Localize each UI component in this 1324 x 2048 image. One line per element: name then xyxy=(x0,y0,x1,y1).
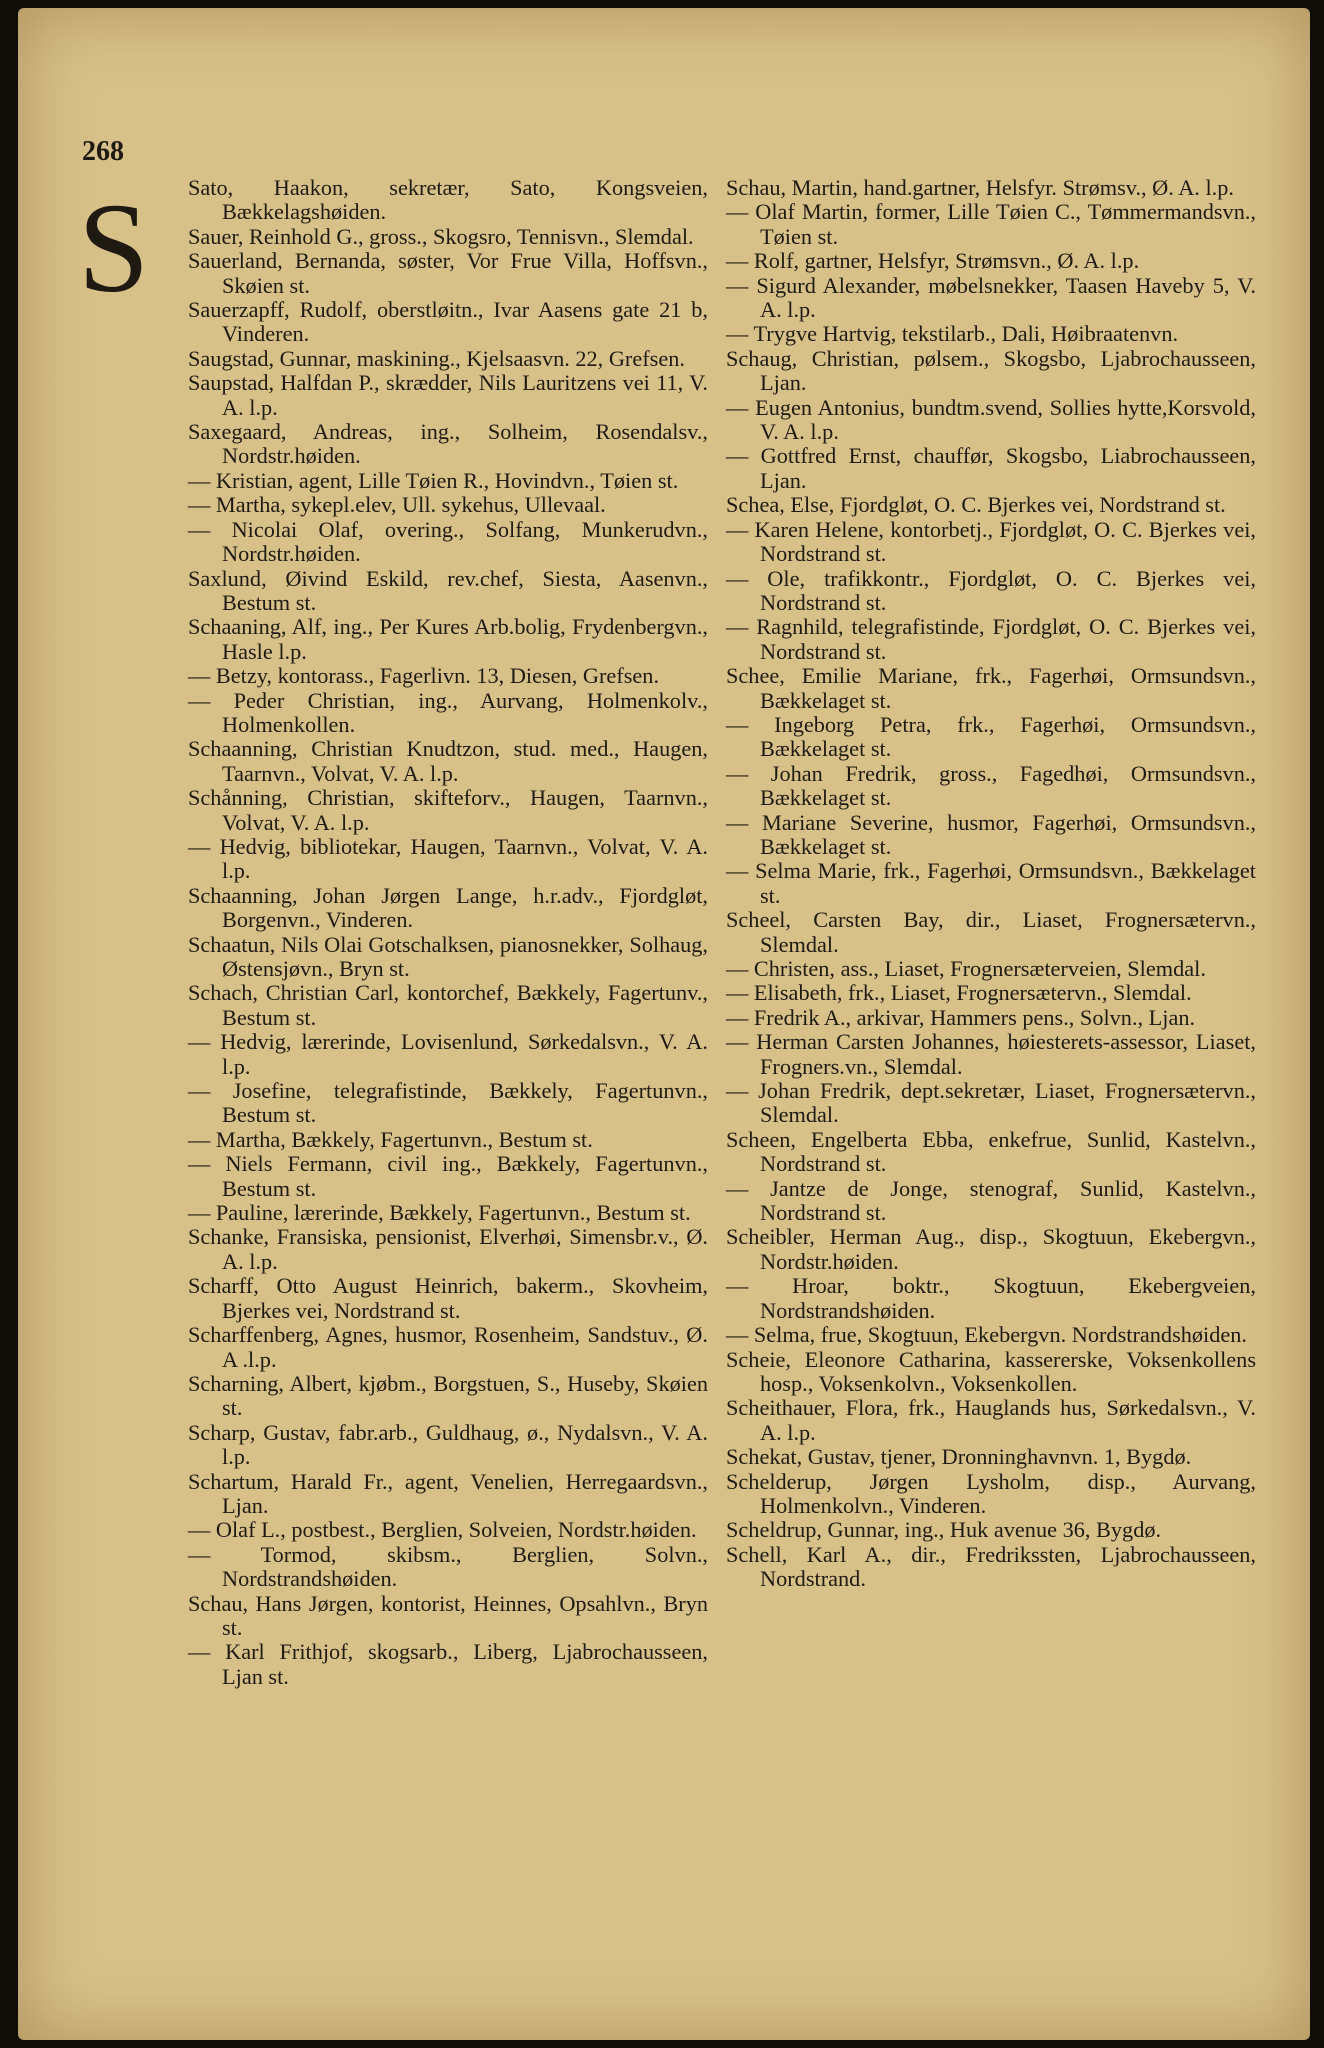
directory-entry: — Pauline, lærerinde, Bækkely, Fagertunvn., Bestum st. xyxy=(188,1200,691,1226)
directory-entry: — Niels Fermann, civil ing., Bækkely, Fagertunvn., Bestum st. xyxy=(188,1151,708,1201)
directory-entry: Sauer, Reinhold G., gross., Skogsro, Tennisvn., Slemdal. xyxy=(188,223,694,249)
directory-entry: — Elisabeth, frk., Liaset, Frognersætervn., Slemdal. xyxy=(726,980,1192,1006)
directory-entry: Sauerzapff, Rudolf, oberstløitn., Ivar Aasens gate 21 b, Vinderen. xyxy=(188,297,708,347)
directory-entry: Sato, Haakon, sekretær, Sato, Kongsveien, Bækkelagshøiden. xyxy=(188,175,708,225)
directory-entry: — Nicolai Olaf, overing., Solfang, Munkerudvn., Nordstr.høiden. xyxy=(188,516,708,567)
directory-entry: Saugstad, Gunnar, maskining., Kjelsaasvn. 22, Grefsen. xyxy=(188,345,685,371)
directory-entry: Schee, Emilie Mariane, frk., Fagerhøi, Ormsundsvn., Bækkelaget st. xyxy=(726,663,1256,713)
directory-entry: Scharffenberg, Agnes, husmor, Rosenheim, Sandstuv., Ø. A .l.p. xyxy=(188,1322,708,1372)
directory-entry: — Josefine, telegrafistinde, Bækkely, Fagertunvn., Bestum st. xyxy=(188,1078,708,1128)
directory-entry: Scheldrup, Gunnar, ing., Huk avenue 36, Bygdø. xyxy=(726,1517,1162,1543)
directory-entry: Scheie, Eleonore Catharina, kassererske, Voksenkollens hosp., Voksenkolvn., Voksenkollen. xyxy=(726,1346,1256,1396)
directory-entry: Schaaning, Alf, ing., Per Kures Arb.bolig, Frydenbergvn., Hasle l.p. xyxy=(188,614,708,664)
directory-entry: Schach, Christian Carl, kontorchef, Bækkely, Fagertunv., Bestum st. xyxy=(188,980,708,1030)
directory-entry: Saxegaard, Andreas, ing., Solheim, Rosendalsv., Nordstr.høiden. xyxy=(188,419,708,469)
directory-entry: Schaatun, Nils Olai Gotschalksen, pianosnekker, Solhaug, Østensjøvn., Bryn st. xyxy=(188,931,708,981)
directory-entry: Schell, Karl A., dir., Fredrikssten, Ljabrochausseen, Nordstrand. xyxy=(726,1541,1256,1592)
directory-entry: Schekat, Gustav, tjener, Dronninghavnvn. 1, Bygdø. xyxy=(726,1444,1192,1470)
directory-entry: — Ole, trafikkontr., Fjordgløt, O. C. Bjerkes vei, Nordstrand st. xyxy=(726,565,1256,615)
directory-entry: Saxlund, Øivind Eskild, rev.chef, Siesta, Aasenvn., Bestum st. xyxy=(188,565,708,615)
directory-entry: — Hroar, boktr., Skogtuun, Ekebergveien, Nordstrandshøiden. xyxy=(726,1273,1256,1323)
directory-entry: — Christen, ass., Liaset, Frognersæterveien, Slemdal. xyxy=(726,956,1206,981)
directory-entry: — Johan Fredrik, gross., Fagedhøi, Ormsundsvn., Bækkelaget st. xyxy=(726,760,1256,811)
directory-entry: — Olaf L., postbest., Berglien, Solveien, Nordstr.høiden. xyxy=(188,1517,697,1543)
directory-entry: — Sigurd Alexander, møbelsnekker, Taasen Haveby 5, V. A. l.p. xyxy=(726,272,1256,323)
directory-entry: Scheibler, Herman Aug., disp., Skogtuun, Ekebergvn., Nordstr.høiden. xyxy=(726,1224,1256,1274)
directory-entry: — Gottfred Ernst, chauffør, Skogsbo, Liabrochausseen, Ljan. xyxy=(726,443,1256,493)
directory-page xyxy=(18,8,1310,2040)
directory-entry: Schaug, Christian, pølsem., Skogsbo, Ljabrochausseen, Ljan. xyxy=(726,345,1256,396)
directory-entry: — Selma, frue, Skogtuun, Ekebergvn. Nordstrandshøiden. xyxy=(726,1322,1248,1348)
page-number: 268 xyxy=(82,136,124,167)
directory-entry: Scharning, Albert, kjøbm., Borgstuen, S., Huseby, Skøien st. xyxy=(188,1370,708,1421)
directory-entry: — Herman Carsten Johannes, høiesterets-assessor, Liaset, Frogners.vn., Slemdal. xyxy=(726,1029,1256,1079)
directory-entry: Scharff, Otto August Heinrich, bakerm., Skovheim, Bjerkes vei, Nordstrand st. xyxy=(188,1273,708,1323)
directory-entry: Schau, Hans Jørgen, kontorist, Heinnes, Opsahlvn., Bryn st. xyxy=(188,1590,708,1640)
directory-entry: — Eugen Antonius, bundtm.svend, Sollies hytte,Korsvold, V. A. l.p. xyxy=(726,394,1256,445)
directory-entry: — Tormod, skibsm., Berglien, Solvn., Nordstrandshøiden. xyxy=(188,1541,708,1592)
directory-entry: — Rolf, gartner, Helsfyr, Strømsvn., Ø. A. l.p. xyxy=(726,248,1140,274)
directory-entry: — Mariane Severine, husmor, Fagerhøi, Ormsundsvn., Bækkelaget st. xyxy=(726,809,1256,859)
directory-entry: Schanke, Fransiska, pensionist, Elverhøi, Simensbr.v., Ø. A. l.p. xyxy=(188,1224,708,1274)
directory-entry: — Kristian, agent, Lille Tøien R., Hovindvn., Tøien st. xyxy=(188,467,679,493)
directory-entry: — Martha, sykepl.elev, Ull. sykehus, Ullevaal. xyxy=(188,492,606,518)
directory-entry: — Karen Helene, kontorbetj., Fjordgløt, O. C. Bjerkes vei, Nordstrand st. xyxy=(726,516,1256,567)
directory-entry: — Johan Fredrik, dept.sekretær, Liaset, Frognersætervn., Slemdal. xyxy=(726,1078,1256,1128)
left-column xyxy=(188,176,708,1689)
directory-entry: — Ragnhild, telegrafistinde, Fjordgløt, O. C. Bjerkes vei, Nordstrand st. xyxy=(726,614,1256,664)
directory-entry: Schånning, Christian, skifteforv., Haugen, Taarnvn., Volvat, V. A. l.p. xyxy=(188,785,708,835)
directory-entry: — Trygve Hartvig, tekstilarb., Dali, Høibraatenvn. xyxy=(726,321,1179,347)
directory-entry: — Olaf Martin, former, Lille Tøien C., Tømmermandsvn., Tøien st. xyxy=(726,199,1256,249)
directory-entry: — Peder Christian, ing., Aurvang, Holmenkolv., Holmenkollen. xyxy=(188,687,708,737)
directory-entry: — Selma Marie, frk., Fagerhøi, Ormsundsvn., Bækkelaget st. xyxy=(726,858,1256,908)
directory-entry: Schelderup, Jørgen Lysholm, disp., Aurvang, Holmenkolvn., Vinderen. xyxy=(726,1468,1256,1518)
directory-entry: — Hedvig, lærerinde, Lovisenlund, Sørkedalsvn., V. A. l.p. xyxy=(188,1029,708,1079)
directory-entry: Schaanning, Christian Knudtzon, stud. med., Haugen, Taarnvn., Volvat, V. A. l.p. xyxy=(188,736,708,786)
directory-entry: — Ingeborg Petra, frk., Fagerhøi, Ormsundsvn., Bækkelaget st. xyxy=(726,711,1256,762)
directory-entry: — Karl Frithjof, skogsarb., Liberg, Ljabrochausseen, Ljan st. xyxy=(188,1639,708,1689)
directory-entry: Scheen, Engelberta Ebba, enkefrue, Sunlid, Kastelvn., Nordstrand st. xyxy=(726,1126,1256,1177)
right-column xyxy=(726,176,1256,1592)
directory-entry: — Betzy, kontorass., Fagerlivn. 13, Diesen, Grefsen. xyxy=(188,663,660,689)
directory-entry: Sauerland, Bernanda, søster, Vor Frue Villa, Hoffsvn., Skøien st. xyxy=(188,248,708,298)
directory-entry: Schaanning, Johan Jørgen Lange, h.r.adv., Fjordgløt, Borgenvn., Vinderen. xyxy=(188,882,708,933)
directory-entry: Scharp, Gustav, fabr.arb., Guldhaug, ø., Nydalsvn., V. A. l.p. xyxy=(188,1419,708,1470)
directory-entry: — Fredrik A., arkivar, Hammers pens., Solvn., Ljan. xyxy=(726,1004,1196,1030)
directory-entry: Schartum, Harald Fr., agent, Venelien, Herregaardsvn., Ljan. xyxy=(188,1468,708,1518)
directory-entry: Scheel, Carsten Bay, dir., Liaset, Frognersætervn., Slemdal. xyxy=(726,907,1256,957)
directory-entry: Scheithauer, Flora, frk., Hauglands hus, Sørkedalsvn., V. A. l.p. xyxy=(726,1395,1256,1445)
directory-entry: — Martha, Bækkely, Fagertunvn., Bestum st. xyxy=(188,1126,593,1152)
directory-entry: Schau, Martin, hand.gartner, Helsfyr. Strømsv., Ø. A. l.p. xyxy=(726,175,1234,200)
directory-entry: Saupstad, Halfdan P., skrædder, Nils Lauritzens vei 11, V. A. l.p. xyxy=(188,370,708,420)
directory-entry: Schea, Else, Fjordgløt, O. C. Bjerkes vei, Nordstrand st. xyxy=(726,492,1226,518)
directory-entry: — Jantze de Jonge, stenograf, Sunlid, Kastelvn., Nordstrand st. xyxy=(726,1175,1256,1226)
directory-entry: — Hedvig, bibliotekar, Haugen, Taarnvn., Volvat, V. A. l.p. xyxy=(188,833,708,884)
section-initial-letter: S xyxy=(78,177,150,319)
